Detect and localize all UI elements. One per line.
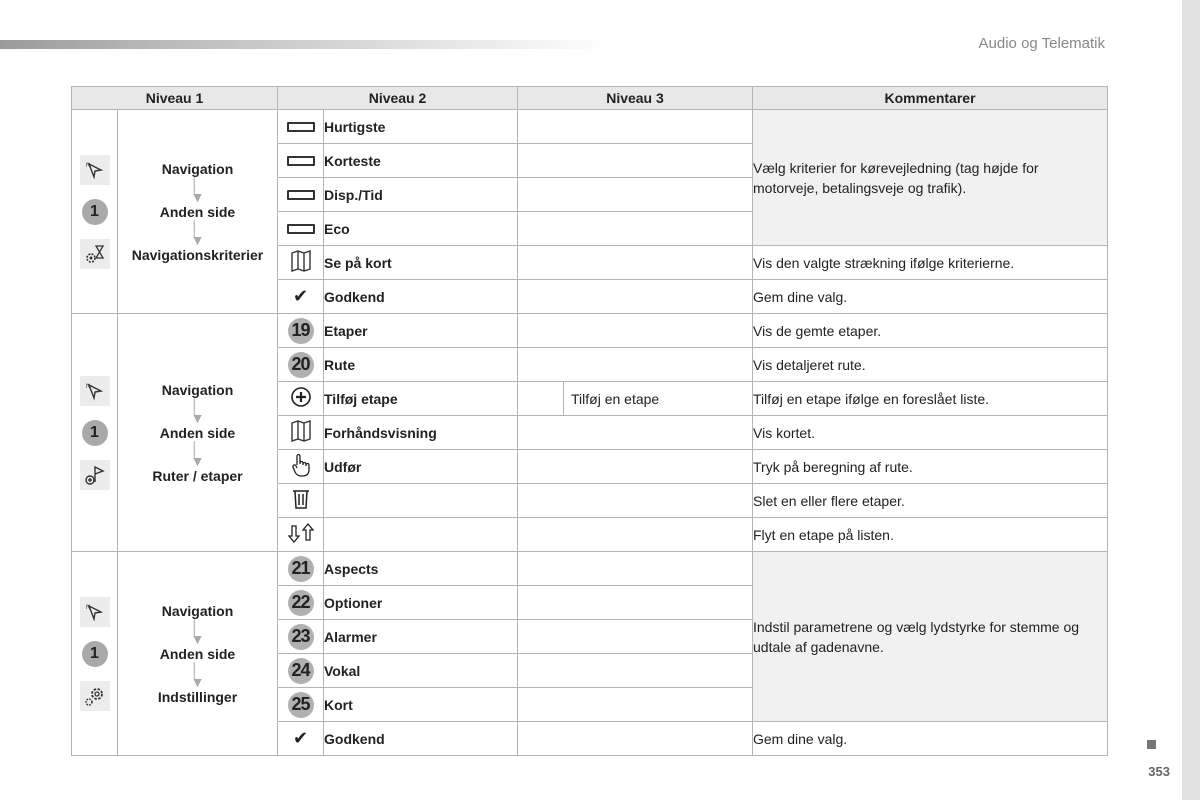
level2-label: Optioner xyxy=(324,586,518,620)
route-option-icon xyxy=(278,178,324,212)
col-header-niveau3: Niveau 3 xyxy=(518,87,753,110)
navigation-icon xyxy=(80,597,110,627)
route-option-icon xyxy=(278,144,324,178)
level2-label: Disp./Tid xyxy=(324,178,518,212)
arrow-down-icon: │ ▼ xyxy=(190,440,205,469)
table-row xyxy=(72,110,1108,144)
badge-24: 24 xyxy=(288,658,314,684)
page-marker xyxy=(1147,740,1156,749)
number-badge xyxy=(278,654,324,688)
level3-cell xyxy=(518,144,753,178)
level1-item: Indstillinger xyxy=(157,688,238,705)
number-badge xyxy=(278,348,324,382)
level3-label: Tilføj en etape xyxy=(564,382,753,416)
map-icon xyxy=(278,246,324,280)
comment-cell: Tilføj en etape ifølge en foreslået liste. xyxy=(753,382,1108,416)
trash-icon xyxy=(278,484,324,518)
number-badge xyxy=(278,688,324,722)
badge-1: 1 xyxy=(82,420,108,446)
level1-item: Navigation xyxy=(161,160,234,177)
comment-cell: Gem dine valg. xyxy=(753,722,1108,756)
svg-text:N: N xyxy=(85,383,90,390)
level3-cell xyxy=(518,654,753,688)
number-badge xyxy=(278,620,324,654)
level1-item: Navigation xyxy=(161,381,234,398)
checkmark-icon: ✔ xyxy=(278,722,324,756)
comment-cell: Indstil parametrene og vælg lydstyrke for stemme og udtale af gadenavne. xyxy=(753,552,1108,722)
badge-22: 22 xyxy=(288,590,314,616)
move-arrows-icon xyxy=(278,518,324,552)
gear-hourglass-icon xyxy=(80,239,110,269)
level2-label xyxy=(324,484,518,518)
badge-20: 20 xyxy=(288,352,314,378)
level2-label: Vokal xyxy=(324,654,518,688)
level3-cell xyxy=(518,450,753,484)
arrow-down-icon: │ ▼ xyxy=(190,219,205,248)
page-header-title: Audio og Telematik xyxy=(978,35,1105,52)
level2-label: Udfør xyxy=(324,450,518,484)
level3-cell xyxy=(518,586,753,620)
arrow-down-icon: │ ▼ xyxy=(190,176,205,205)
level2-label: Eco xyxy=(324,212,518,246)
level3-icon-cell xyxy=(518,382,564,416)
level1-path xyxy=(118,314,278,552)
number-badge xyxy=(278,586,324,620)
level2-label: Aspects xyxy=(324,552,518,586)
level3-cell xyxy=(518,416,753,450)
route-option-icon xyxy=(278,212,324,246)
level2-label: Tilføj etape xyxy=(324,382,518,416)
comment-cell: Flyt en etape på listen. xyxy=(753,518,1108,552)
level3-cell xyxy=(518,688,753,722)
level1-item: Anden side xyxy=(159,203,236,220)
section-icons xyxy=(72,110,118,314)
section-icons xyxy=(72,552,118,756)
comment-cell: Tryk på beregning af rute. xyxy=(753,450,1108,484)
page-edge-bar xyxy=(1182,0,1200,800)
comment-cell: Vis den valgte strækning ifølge kriterierne. xyxy=(753,246,1108,280)
menu-table xyxy=(71,86,1108,756)
col-header-niveau1: Niveau 1 xyxy=(72,87,278,110)
level2-label xyxy=(324,518,518,552)
hand-pointer-icon xyxy=(278,450,324,484)
level1-item: Anden side xyxy=(159,645,236,662)
checkmark-icon: ✔ xyxy=(278,280,324,314)
number-badge xyxy=(278,314,324,348)
map-icon xyxy=(278,416,324,450)
comment-cell: Vis kortet. xyxy=(753,416,1108,450)
comment-cell: Gem dine valg. xyxy=(753,280,1108,314)
navigation-icon xyxy=(80,376,110,406)
level2-label: Kort xyxy=(324,688,518,722)
table-header-row xyxy=(72,87,1108,110)
level3-cell xyxy=(518,722,753,756)
col-header-niveau2: Niveau 2 xyxy=(278,87,518,110)
comment-cell: Slet en eller flere etaper. xyxy=(753,484,1108,518)
svg-text:N: N xyxy=(85,604,90,611)
badge-1: 1 xyxy=(82,199,108,225)
level2-label: Alarmer xyxy=(324,620,518,654)
settings-gears-icon xyxy=(80,681,110,711)
level1-item: Navigationskriterier xyxy=(131,246,264,263)
number-badge xyxy=(278,552,324,586)
col-header-kommentarer: Kommentarer xyxy=(753,87,1108,110)
level2-label: Godkend xyxy=(324,722,518,756)
level3-cell xyxy=(518,212,753,246)
level2-label: Rute xyxy=(324,348,518,382)
level2-label: Hurtigste xyxy=(324,110,518,144)
badge-25: 25 xyxy=(288,692,314,718)
level3-cell xyxy=(518,552,753,586)
level2-label: Korteste xyxy=(324,144,518,178)
gear-flag-icon xyxy=(80,460,110,490)
level3-cell xyxy=(518,246,753,280)
level2-label: Forhåndsvisning xyxy=(324,416,518,450)
navigation-icon xyxy=(80,155,110,185)
arrow-down-icon: │ ▼ xyxy=(190,618,205,647)
level3-cell xyxy=(518,314,753,348)
level3-cell xyxy=(518,348,753,382)
comment-cell: Vælg kriterier for kørevejledning (tag højde for motorveje, betalingsveje og trafik). xyxy=(753,110,1108,246)
level2-label: Godkend xyxy=(324,280,518,314)
section-icons xyxy=(72,314,118,552)
table-row xyxy=(72,552,1108,586)
table-row xyxy=(72,314,1108,348)
plus-circle-icon xyxy=(278,382,324,416)
level3-cell xyxy=(518,518,753,552)
level3-cell xyxy=(518,110,753,144)
arrow-down-icon: │ ▼ xyxy=(190,397,205,426)
badge-23: 23 xyxy=(288,624,314,650)
badge-19: 19 xyxy=(288,318,314,344)
level3-cell xyxy=(518,620,753,654)
route-option-icon xyxy=(278,110,324,144)
badge-1: 1 xyxy=(82,641,108,667)
level2-label: Etaper xyxy=(324,314,518,348)
level3-cell xyxy=(518,280,753,314)
header-decor-bar xyxy=(0,40,610,49)
comment-cell: Vis de gemte etaper. xyxy=(753,314,1108,348)
level1-item: Ruter / etaper xyxy=(152,467,243,484)
level1-path xyxy=(118,110,278,314)
level3-cell xyxy=(518,484,753,518)
level2-label: Se på kort xyxy=(324,246,518,280)
level1-path xyxy=(118,552,278,756)
svg-text:N: N xyxy=(85,162,90,169)
page-number: 353 xyxy=(1148,764,1170,779)
level1-item: Anden side xyxy=(159,424,236,441)
level3-cell xyxy=(518,178,753,212)
comment-cell: Vis detaljeret rute. xyxy=(753,348,1108,382)
arrow-down-icon: │ ▼ xyxy=(190,661,205,690)
level1-item: Navigation xyxy=(161,602,234,619)
badge-21: 21 xyxy=(288,556,314,582)
